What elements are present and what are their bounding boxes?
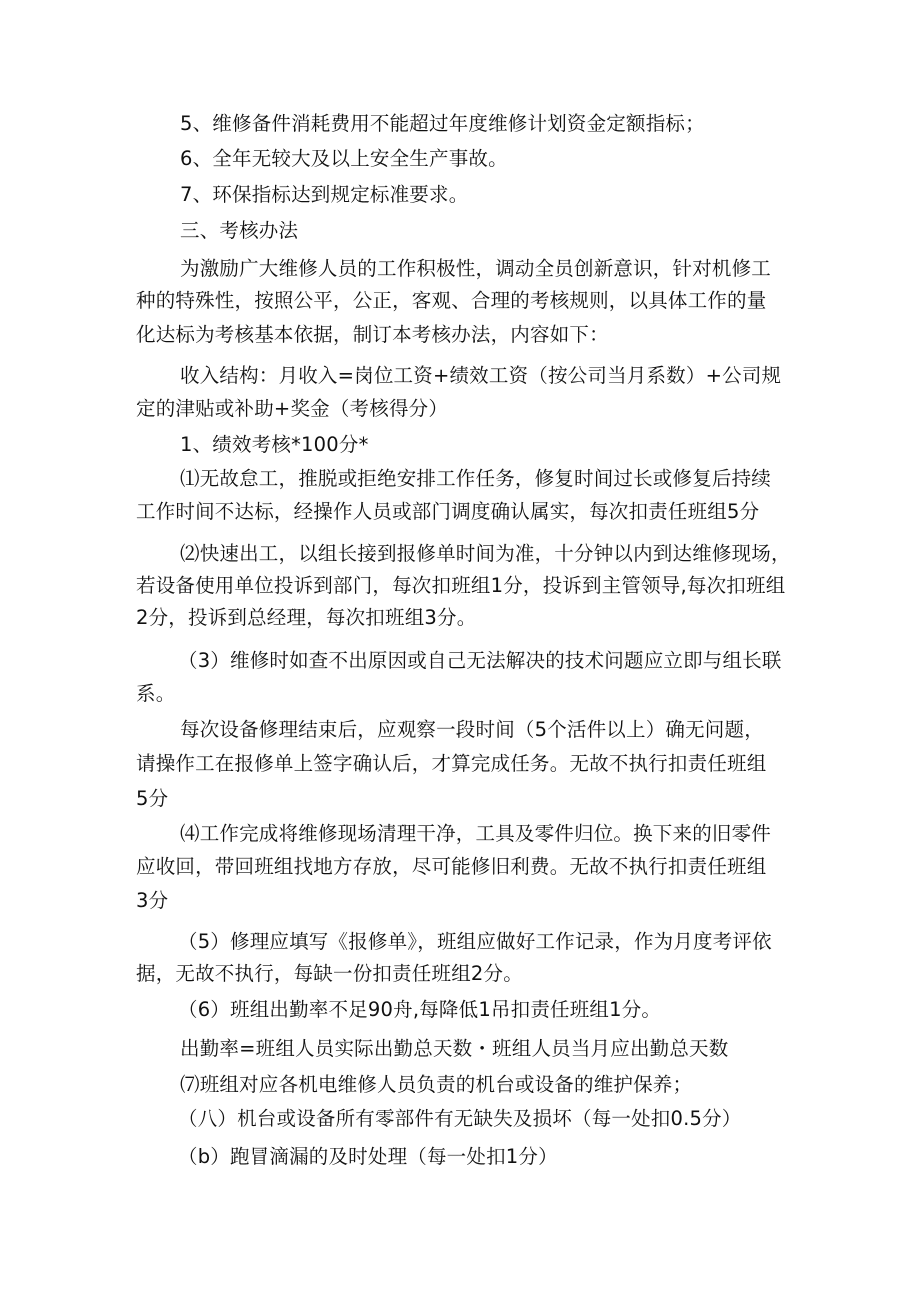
subheading: 1、绩效考核*100分* [180, 433, 369, 456]
text-line: 定的津贴或补助+奖金（考核得分） [136, 397, 449, 420]
text-line: ⑺班组对应各机电维修人员负责的机台或设备的维护保养； [180, 1073, 693, 1096]
text-line: 每次设备修理结束后，应观察一段时间（5个活件以上）确无问题， [180, 718, 764, 741]
text-line: 工作时间不达标，经操作人员或部门调度确认属实，每次扣责任班组5分 [136, 500, 760, 523]
text-line: （5）修理应填写《报修单》，班组应做好工作记录，作为月度考评依 [178, 930, 772, 953]
text-line: 若设备使用单位投诉到部门，每次扣班组1分，投诉到主管领导,每次扣班组 [136, 574, 786, 597]
text-line: 化达标为考核基本依据，制订本考核办法，内容如下： [136, 323, 609, 346]
text-line: 收入结构：月收入=岗位工资+绩效工资（按公司当月系数）+公司规 [180, 364, 782, 387]
text-line: 为激励广大维修人员的工作积极性，调动全员创新意识，针对机修工 [180, 257, 772, 280]
text-line: 据，无故不执行，每缺一份扣责任班组2分。 [136, 962, 523, 985]
text-line: （b）跑冒滴漏的及时处理（每一处扣1分） [178, 1145, 558, 1168]
text-line: 种的特殊性，按照公平，公正，客观、合理的考核规则，以具体工作的量 [136, 289, 767, 312]
text-line: （3）维修时如查不出原因或自己无法解决的技术问题应立即与组长联 [178, 649, 782, 672]
text-line: 应收回，带回班组找地方存放，尽可能修旧利费。无故不执行扣责任班组 [136, 855, 767, 878]
text-line: ⑵快速出工，以组长接到报修单时间为准，十分钟以内到达维修现场， [180, 542, 791, 565]
text-line: ⑷工作完成将维修现场清理干净，工具及零件归位。换下来的旧零件 [180, 822, 772, 845]
text-line: 5、维修备件消耗费用不能超过年度维修计划资金定额指标； [180, 112, 705, 135]
section-heading: 三、考核办法 [180, 219, 299, 242]
text-line: 5分 [136, 787, 169, 810]
text-line: 7、环保指标达到规定标准要求。 [180, 183, 469, 206]
text-line: 6、全年无较大及以上安全生产事故。 [180, 147, 508, 170]
text-line: ⑴无故怠工，推脱或拒绝安排工作任务，修复时间过长或修复后持续 [180, 467, 772, 490]
text-line: 3分 [136, 889, 169, 912]
text-line: 请操作工在报修单上签字确认后，才算完成任务。无故不执行扣责任班组 [136, 752, 767, 775]
text-line: 2分，投诉到总经理，每次扣班组3分。 [136, 606, 477, 629]
text-line: 出勤率=班组人员实际出勤总天数・班组人员当月应出勤总天数 [180, 1037, 729, 1060]
text-line: （6）班组出勤率不足90舟,每降低1吊扣责任班组1分。 [178, 998, 662, 1021]
text-line: 系。 [136, 682, 176, 705]
text-line: （八）机台或设备所有零部件有无缺失及损坏（每一处扣0.5分） [178, 1107, 742, 1130]
